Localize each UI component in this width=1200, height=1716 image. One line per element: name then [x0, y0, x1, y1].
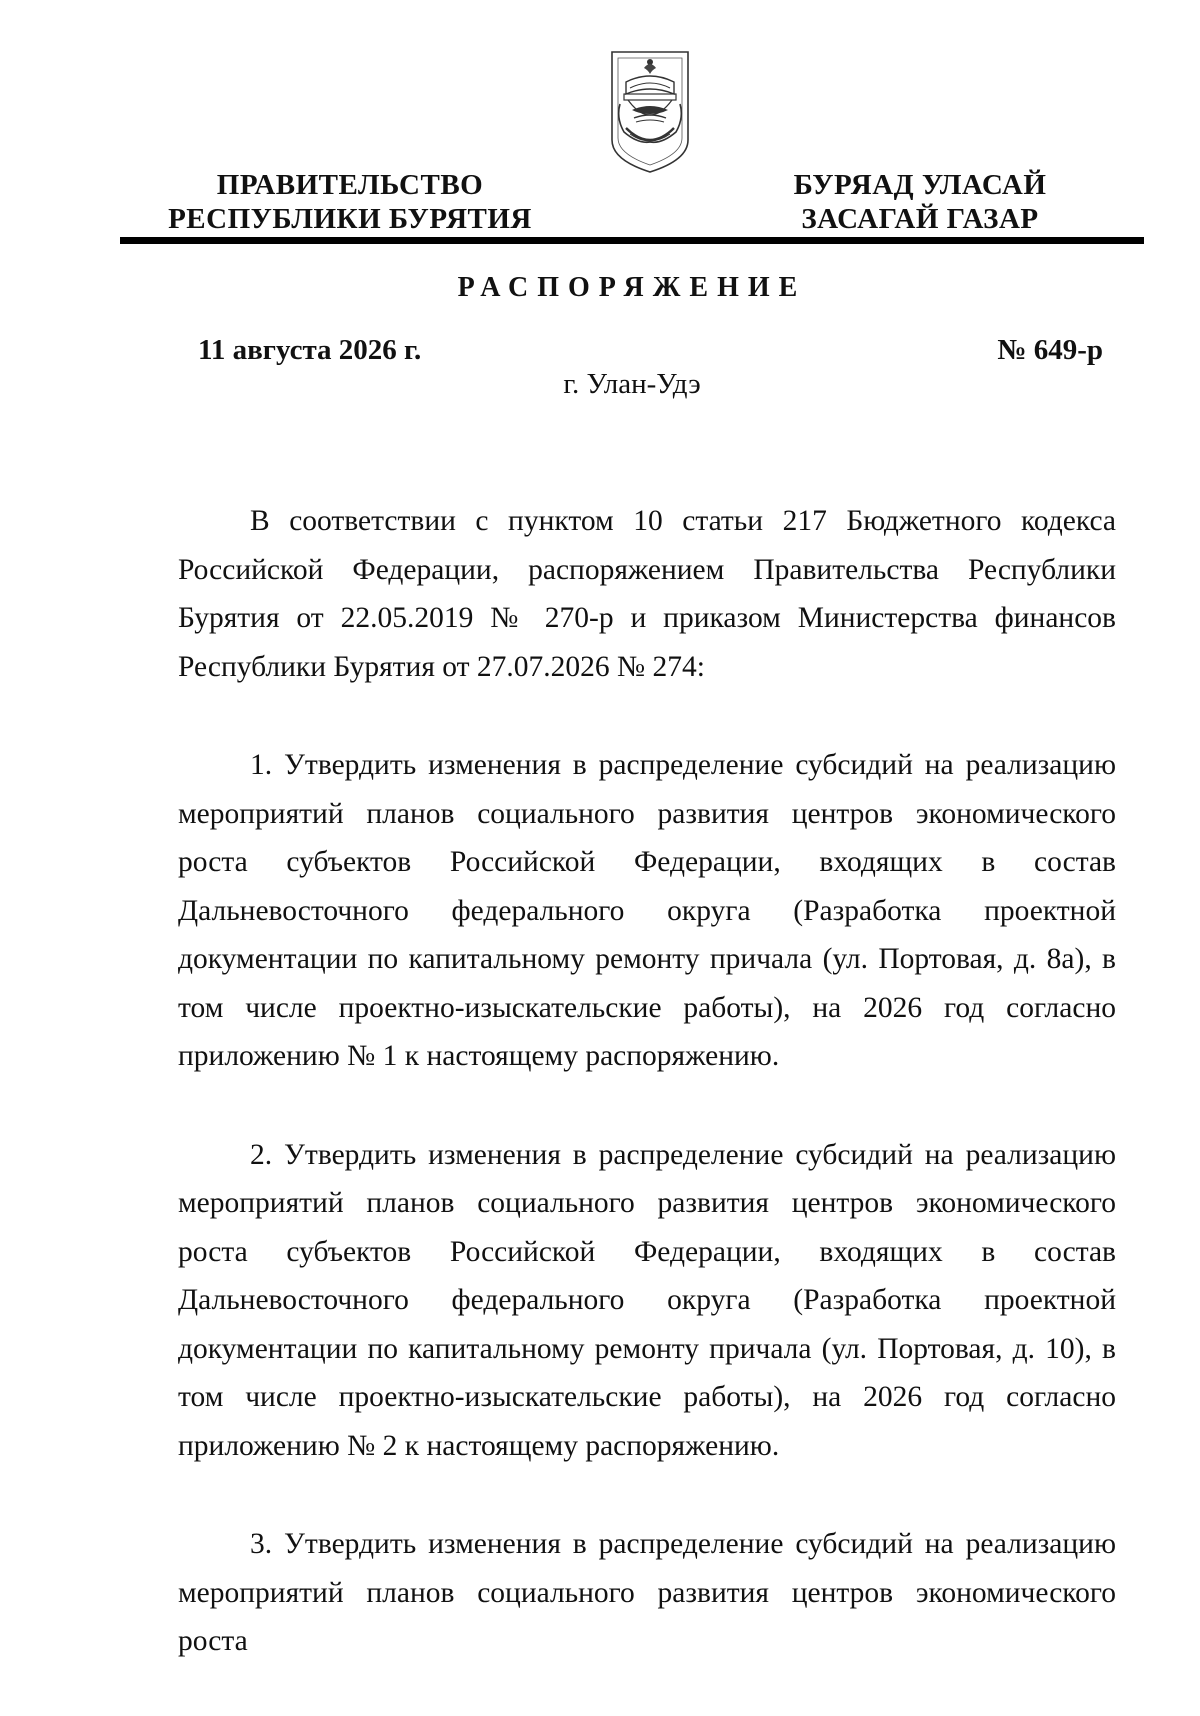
coat-of-arms-icon [608, 48, 692, 176]
header-left-line2: РЕСПУБЛИКИ БУРЯТИЯ [168, 203, 532, 235]
preamble-paragraph: В соответствии с пунктом 10 статьи 217 Бюджетного кодекса Российской Федерации, распоряжением Правительства Республики Бурятия от 22.05.2019 № 270-р и приказом Министерства финансов Республики Бурятия от 27.07.2026 № 274: [178, 505, 1116, 683]
header-right-line2: ЗАСАГАЙ ГАЗАР [801, 203, 1039, 235]
header-right-line1: БУРЯАД УЛАСАЙ [793, 169, 1047, 201]
document-city: г. Улан-Удэ [563, 368, 701, 400]
clause-2-paragraph: 2. Утвердить изменения в распределение субсидий на реализацию мероприятий планов социального развития центров экономического роста субъектов Российской Федерации, входящих в состав Дальневосточного федерального округа (Разработка проектной документации по капитальному ремонту причала (ул. Портовая, д. 10), в том числе проектно-изыскательские работы), на 2026 год согласно приложению № 2 к настоящему распоряжению. [178, 1138, 1116, 1462]
header-left-line1: ПРАВИТЕЛЬСТВО [216, 169, 484, 201]
header-issuer-buryat [760, 168, 1080, 236]
document-type-title: РАСПОРЯЖЕНИЕ [457, 272, 807, 303]
document-number: № 649-р [997, 334, 1103, 366]
header-issuer-russian [140, 168, 560, 236]
document-date: 11 августа 2026 г. [198, 334, 422, 366]
header-divider [120, 237, 1144, 244]
document-body [178, 497, 1116, 1716]
clause-3-paragraph: 3. Утвердить изменения в распределение субсидий на реализацию мероприятий планов социального развития центров экономического роста [178, 1528, 1116, 1657]
clause-1-paragraph: 1. Утвердить изменения в распределение субсидий на реализацию мероприятий планов социального развития центров экономического роста субъектов Российской Федерации, входящих в состав Дальневосточного федерального округа (Разработка проектной документации по капитальному ремонту причала (ул. Портовая, д. 8а), в том числе проектно-изыскательские работы), на 2026 год согласно приложению № 1 к настоящему распоряжению. [178, 749, 1116, 1072]
